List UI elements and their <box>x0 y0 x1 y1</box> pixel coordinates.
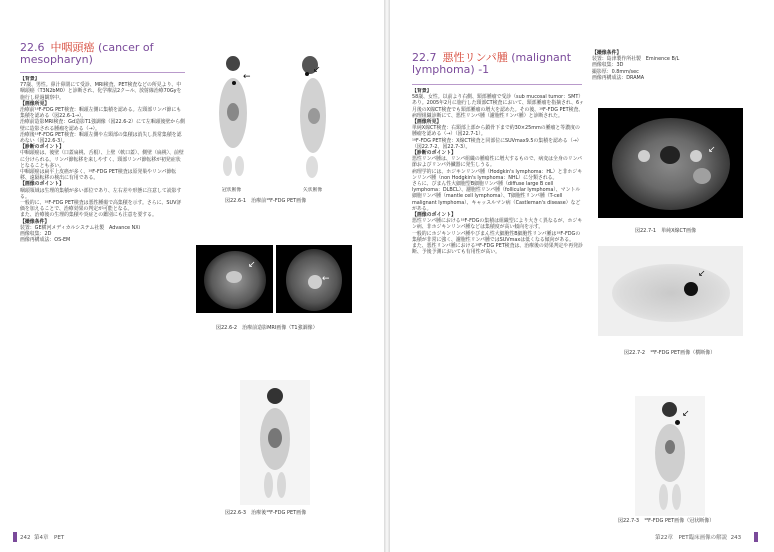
arrow-icon: ← <box>322 274 330 284</box>
right-cond-line-4: 画像再構成法：DRAMA <box>592 74 645 81</box>
right-body-paragraph: さらに、びまん性大細胞型B細胞リンパ腫（diffuse large B cell lymphoma：DLBCL）、濾胞性リンパ腫（follicular lymphoma）、マントル細胞リンパ腫（mantle cell lymphoma）、T細胞性リンパ腫（T-cell malignant lymphoma）、キャッスルマン病（Castleman's disease）などがある。 <box>412 181 581 212</box>
right-conditions-title: 【撮像条件】 <box>592 50 622 56</box>
fig-22-7-3-caption: 図22.7-3 ¹⁸F-FDG PET画像（冠状断像） <box>618 518 715 524</box>
fig-22-6-3-pet <box>240 380 310 505</box>
right-body-paragraph: 58歳、女性。以前より右側、頸部腫瘤で受診（sub mucosal tumor：SMT）あり。2005年2月に施行した頸部CT検査において、頸部腫瘤を指摘され、6ヶ月後のX線CT検査でも頸部腫瘤の増大を認めた。その後、¹⁸F-FDG PET検査、病理組織診断にて、悪性リンパ腫（濾胞性リンパ腫）と診断された。 <box>412 94 584 119</box>
left-section-number: 22.6 <box>20 41 45 54</box>
fig-22-6-1-sagittal <box>280 48 348 183</box>
right-conditions <box>592 50 757 81</box>
left-body-paragraph: 治療前造影MRI検査：Gd造影T1強調像（図22.6-2）にて左咽頭後壁から側壁に造影される腫瘤を認める（→）。 <box>20 119 185 132</box>
right-section-number: 22.7 <box>412 51 437 64</box>
left-body-paragraph: 【診断のポイント】 <box>20 144 65 151</box>
left-body-paragraph: 【撮像条件】 <box>20 218 50 225</box>
fig-22-6-2-mri-axial <box>196 245 273 313</box>
arrow-icon: ↙ <box>313 65 321 75</box>
left-body-paragraph: 画像再構成法：OS-EM <box>20 237 71 244</box>
right-body-paragraph: 【診断のポイント】 <box>412 150 457 157</box>
left-footer <box>20 533 64 541</box>
left-body-paragraph: 治療前¹⁸F-FDG PET検査：咽頭左側に集積を認める。左頸部リンパ節にも集積を認める（図22.6-1→）。 <box>20 107 182 120</box>
right-title-en-2: lymphoma) -1 <box>412 63 490 76</box>
left-footer-bar <box>13 532 17 542</box>
arrow-icon: ↙ <box>708 145 716 155</box>
left-title-rule <box>20 72 185 73</box>
fig-22-6-2-mri-coronal <box>276 245 352 313</box>
fig-22-6-1-caption: 図22.6-1 治療前¹⁸F-FDG PET画像 <box>225 198 307 204</box>
right-title-jp: 悪性リンパ腫 <box>442 51 508 64</box>
left-body-paragraph: 中咽頭癌は、後壁（口蓋扁桃、舌根）、上壁（軟口蓋）、側壁（扁桃）、前壁に分けられる。リンパ節転移を来しやすく、頸部リンパ節転移が初発症状となることも多い。 <box>20 150 184 169</box>
fig-22-7-1-ct <box>598 108 743 218</box>
left-body-paragraph: 装置：GE横河メディカルシステム社製 Advance NXi <box>20 224 140 231</box>
right-body-paragraph: 単純X線CT検査：右頸部上部から鎖骨下まで約30×25mmの腫瘤と等濃度の腫瘤を認める（→）（図22.7-1）。 <box>412 125 580 138</box>
left-body-paragraph: 【画像所見】 <box>20 100 50 107</box>
right-footer-bar <box>754 532 758 542</box>
left-body-paragraph: また、治療後の生理的集積や炎症との鑑別にも注意を要する。 <box>20 212 157 219</box>
right-body-paragraph: 【画像のポイント】 <box>412 212 457 219</box>
right-body-text <box>412 88 584 508</box>
right-title-en-1: (malignant <box>511 51 572 64</box>
fig-22-7-2-caption: 図22.7-2 ¹⁸F-FDG PET画像（横断像） <box>624 350 716 356</box>
arrow-icon: ↙ <box>682 409 690 419</box>
arrow-icon: ↙ <box>698 269 706 279</box>
left-title-jp: 中咽頭癌 <box>50 41 95 54</box>
right-section-title <box>412 52 571 76</box>
right-page-number: 243 <box>730 535 742 541</box>
fig-22-7-3-pet-coronal <box>635 396 705 516</box>
left-chapter: 第4章 PET <box>34 535 65 541</box>
arrow-icon: ↙ <box>248 260 256 270</box>
left-body-text <box>20 76 185 506</box>
right-cond-line-2: 画像収集：3D <box>592 62 624 69</box>
left-title-en-2: mesopharyn) <box>20 53 93 66</box>
right-chapter: 第22章 PET臨床画像の解説 <box>655 535 728 541</box>
right-body-paragraph: 悪性リンパ腫における¹⁸F-FDGの集積は組織型により大きく異なるが、ホジキン病、非ホジキンリンパ腫などは集積度が高い傾向を示す。 <box>412 218 583 231</box>
right-body-paragraph: 病理学的には、ホジキンリンパ腫（Hodgkin's lymphoma：HL）と非ホジキンリンパ腫（non Hodgkin's lymphoma：NHL）に分類される。 <box>412 168 583 181</box>
right-body-paragraph: また、悪性リンパ腫における¹⁸F-FDG PET検査は、治療後の効果判定や再発診断、予後予測においても有用性が高い。 <box>412 243 583 256</box>
left-title-en-1: (cancer of <box>98 41 154 54</box>
fig-22-7-1-caption: 図22.7-1 単純X線CT画像 <box>635 228 697 234</box>
right-body-paragraph: 悪性リンパ腫は、リンパ組織の腫瘍性に増大するもので、病変は全身のリンパ節およびリンパ外臓器に発生しうる。 <box>412 156 583 169</box>
right-body-paragraph: 【画像所見】 <box>412 119 442 126</box>
fig-22-6-2-caption: 図22.6-2 治療前造影MRI画像（T1強調像） <box>216 325 318 331</box>
fig-22-6-1-label-coronal: 冠状断像 <box>222 188 242 193</box>
fig-22-6-1-coronal <box>197 48 269 183</box>
right-title-rule <box>412 84 582 85</box>
left-section-title <box>20 42 154 66</box>
fig-22-6-1-label-sagittal: 矢状断像 <box>303 188 323 193</box>
fig-22-6-3-caption: 図22.6-3 治療後¹⁸F-FDG PET画像 <box>225 510 307 516</box>
right-page <box>390 0 774 552</box>
right-body-paragraph: 一般的にホジキンリンパ腫やびまん性大細胞性B細胞性リンパ腫は¹⁸F-FDGの集積が非常に強く、濾胞性リンパ腫ではSUVmaxは低くなる傾向がある。 <box>412 230 581 243</box>
left-body-paragraph: 咽頭領域は生理的集積が多い部位であり、左右差や形態に注意して読影する。 <box>20 187 182 200</box>
left-body-paragraph: 77歳、男性。鼻汁鼻閉にて受診、MRI検査、PET検査などの所見より、中咽頭癌（T3N2bM0）と診断され、化学療法2クール、放射線治療70Gyを施行し経過観察中。 <box>20 82 182 101</box>
right-body-paragraph: 【背景】 <box>412 88 432 94</box>
left-body-paragraph: 画像収集：2D <box>20 231 52 238</box>
left-body-paragraph: 一般的に、¹⁸F-FDG PET検査は悪性腫瘍で高集積を示す。さらに、SUV評価を加えることで、治療効果の判定が可能となる。 <box>20 200 182 213</box>
left-page <box>0 0 384 552</box>
left-body-paragraph: 治療後¹⁸F-FDG PET検査：咽頭左側や左頸部の集積は消失し異常集積を認めない（図22.6-3）。 <box>20 131 182 145</box>
fig-22-7-2-pet-axial <box>598 246 743 336</box>
arrow-icon: ← <box>243 72 251 82</box>
right-cond-line-3: 撮影厚：0.8mm/sec <box>592 68 639 75</box>
left-body-paragraph: 中咽頭癌は扁平上皮癌が多く、¹⁸F-FDG PET検査は原発巣やリンパ節転移、遠隔転移の検出に有用である。 <box>20 169 177 182</box>
left-body-paragraph: 【背景】 <box>20 76 40 82</box>
right-body-paragraph: ¹⁸F-FDG PET検査：X線CT検査と同部位にSUVmax9.5の集積を認める（→）（図22.7-2、図22.7-3）。 <box>412 137 582 150</box>
left-body-paragraph: 【画像のポイント】 <box>20 181 65 188</box>
left-page-number: 242 <box>20 535 31 541</box>
right-footer <box>655 533 741 541</box>
right-cond-line-1: 装置：島津製作所社製 Eminence B/L <box>592 56 680 63</box>
